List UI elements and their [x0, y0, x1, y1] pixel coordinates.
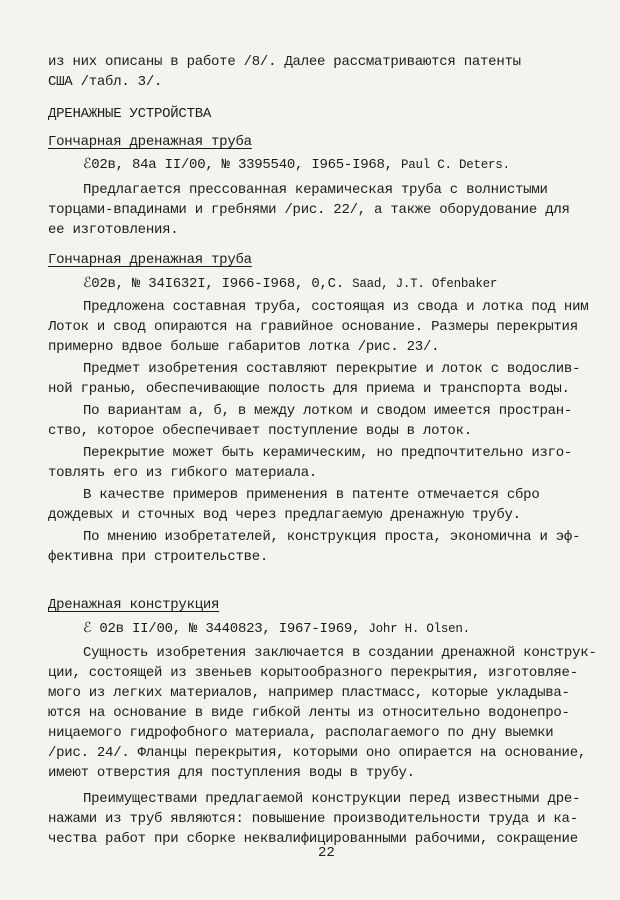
intro-line-1: из них описаны в работе /8/. Далее рассматриваются патенты [48, 54, 521, 70]
s3-p2-line: нажами из труб являются: повышение производительности труда и ка- [48, 811, 578, 827]
section-3-reference [83, 620, 470, 638]
s2-p6-line: фективна при строительстве. [48, 549, 269, 565]
patent-number: ℰ02в, № 34I632I, I966-I968, 0,С. [83, 276, 344, 292]
s3-p1-line: имеют отверстия для поступления воды в трубу. [48, 765, 415, 781]
s2-p3-line: ство, которое обеспечивает поступление воды в лоток. [48, 423, 472, 439]
s2-p2-line: ной гранью, обеспечивающие полость для приема и транспорта воды. [48, 381, 570, 397]
s3-p1-line: /рис. 24/. Фланцы перекрытия, которыми оно опирается на основание, [48, 745, 586, 761]
section-2-reference [83, 275, 497, 293]
s1-p1-line: торцами-впадинами и гребнями /рис. 22/, а также оборудование для [48, 202, 570, 218]
intro-line-2: США /табл. 3/. [48, 74, 163, 90]
s2-p1-line: Лоток и свод опираются на гравийное основание. Размеры перекрытия [48, 319, 578, 335]
s2-p1-line: примерно вдвое больше габаритов лотка /рис. 23/. [48, 339, 440, 355]
section-2-title: Гончарная дренажная труба [48, 252, 252, 268]
s3-p1-line: Сущность изобретения заключается в создании дренажной конструк- [83, 645, 597, 661]
s3-p2-line: Преимуществами предлагаемой конструкции перед известными дре- [83, 791, 581, 807]
s2-p5-line: В качестве примеров применения в патенте отмечается сбро [83, 487, 540, 503]
s3-p1-line: ются на основание в виде гибкой ленты из относительно водонепро- [48, 705, 570, 721]
s3-p2-line: чества работ при сборке неквалифицированными рабочими, сокращение [48, 831, 578, 847]
s2-p4-line: Перекрытие может быть керамическим, но предпочтительно изго- [83, 445, 573, 461]
s2-p3-line: По вариантам а, б, в между лотком и сводом имеется простран- [83, 403, 573, 419]
s3-p1-line: мого из легких материалов, например пластмасс, которые укладыва- [48, 685, 570, 701]
patent-number: ℰ 02в II/00, № 3440823, I967-I969, [83, 621, 361, 637]
patent-author: Saad, J.T. Ofenbaker [352, 277, 498, 291]
patent-author: Johr H. Olsen. [368, 622, 470, 636]
section-3-title: Дренажная конструкция [48, 597, 220, 613]
section-heading: ДРЕНАЖНЫЕ УСТРОЙСТВА [48, 106, 212, 122]
section-1-reference [83, 156, 510, 174]
s2-p4-line: товлять его из гибкого материала. [48, 465, 317, 481]
patent-author: Paul C. Deters. [400, 158, 510, 172]
s1-p1-line: ее изготовления. [48, 222, 179, 238]
s2-p1-line: Предложена составная труба, состоящая из свода и лотка под ним [83, 299, 589, 315]
page-number: 22 [318, 845, 335, 861]
s1-p1-line: Предлагается прессованная керамическая труба с волнистыми [83, 182, 548, 198]
s2-p5-line: дождевых и сточных вод через предлагаемую дренажную трубу. [48, 507, 521, 523]
section-1-title: Гончарная дренажная труба [48, 134, 252, 150]
patent-number: ℰ02в, 84а II/00, № 3395540, I965-I968, [83, 157, 393, 173]
s3-p1-line: ницаемого гидрофобного материала, располагаемого по дну выемки [48, 725, 554, 741]
s3-p1-line: ции, состоящей из звеньев корытообразного перекрытия, изготовляе- [48, 665, 578, 681]
s2-p6-line: По мнению изобретателей, конструкция проста, экономична и эф- [83, 529, 581, 545]
s2-p2-line: Предмет изобретения составляют перекрытие и лоток с водослив- [83, 361, 581, 377]
